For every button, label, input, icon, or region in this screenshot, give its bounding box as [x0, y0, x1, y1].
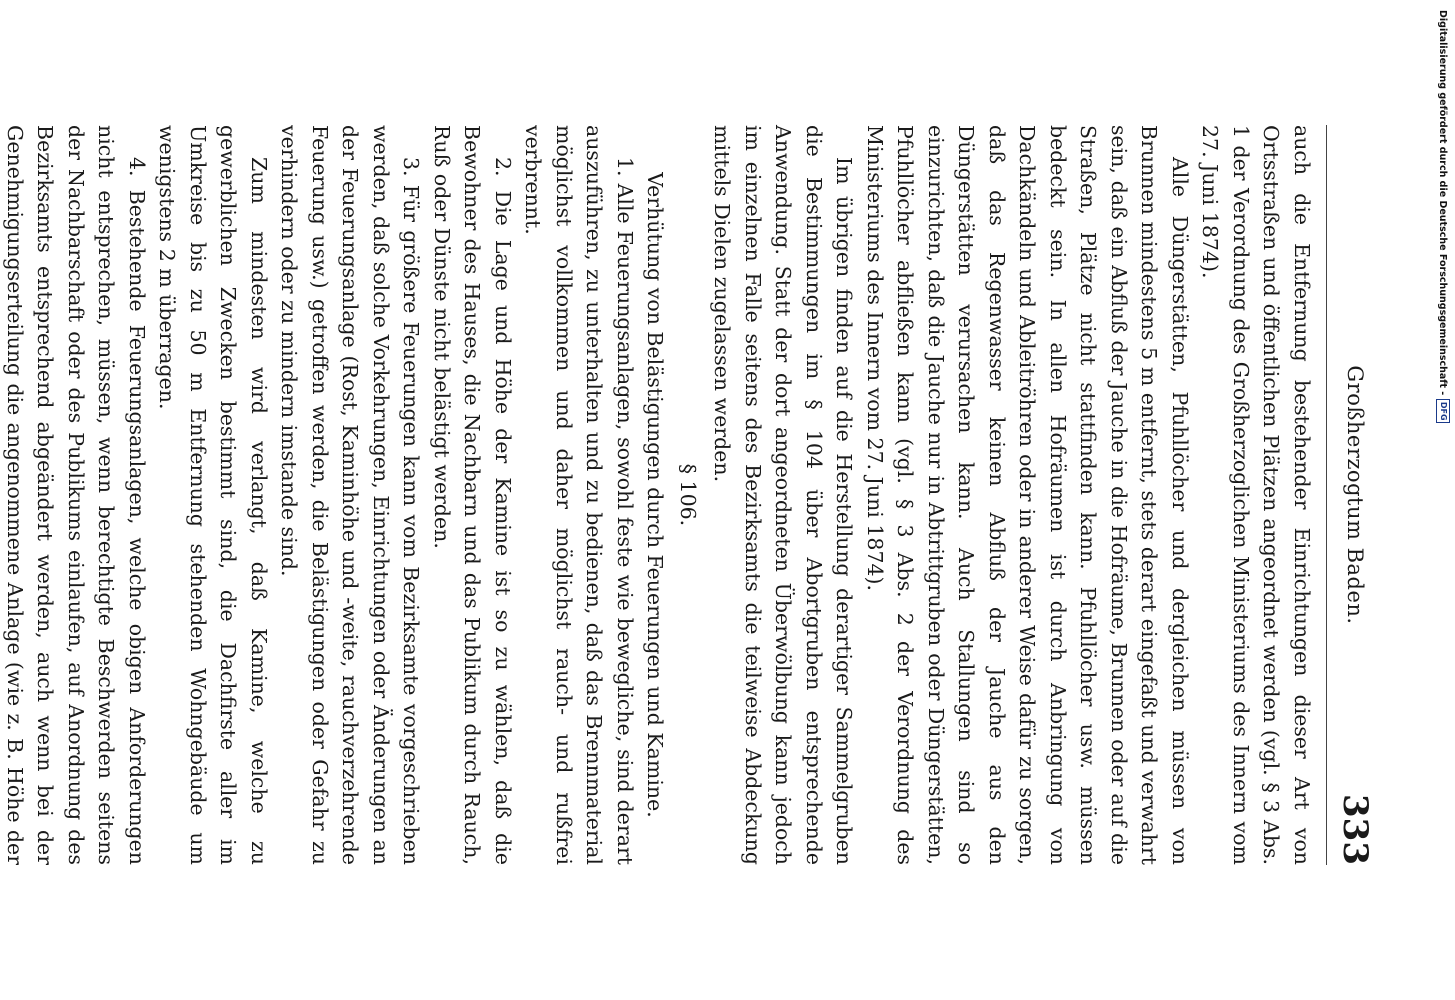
section-heading-106: Verhütung von Belästigungen durch Feuerungen und Kamine.	[643, 172, 668, 818]
page-number: 333	[1335, 794, 1375, 865]
digitization-credit	[1436, 10, 1450, 423]
credit-text: Digitalisierung gefördert durch die Deutsche Forschungsgemeinschaft -	[1437, 10, 1449, 396]
paragraph: Zum mindesten wird verlangt, daß Kamine, welche zu gewerblichen Zwecken bestimmt sind, die Dachfirste aller im Umkreise bis zu 50 m Entfernung stehenden Wohngebäude um wenigstens 2 m überragen.	[155, 125, 271, 865]
list-item: 4. Bestehende Feuerungsanlagen, welche obigen Anforderungen nicht entsprechen, müssen, wenn berechtigte Beschwerden seitens der Nachbarschaft oder des Publikums einlaufen, auf Anordnung des Bezirksamts entsprechend abgeändert werden, auch wenn bei der Genehmigungserteilung die angenommene Anlage (wie z. B. Höhe der	[3, 125, 149, 865]
running-title: Großherzogtum Baden.	[1343, 365, 1367, 625]
paragraph: Alle Düngerstätten, Pfuhllöcher und dergleichen müssen von Brunnen mindestens 5 m entfernt, stets derart eingefaßt und verwahrt sein, daß ein Abfluß der Jauche in die Hofräume, Brunnen oder auf die Straßen, Plätze nicht stattfinden kann. Pfuhllöcher usw. müssen bedeckt sein. In allen Hofräumen ist durch Anbringung von Dachkändeln und Ableitröhren oder in anderer Weise dafür zu sorgen, daß das Regenwasser keinen Abfluß der Jauche aus den Düngerstätten verursachen kann. Auch Stallungen sind so einzurichten, daß die Jauche nur in Abtrittgruben oder Düngerstätten, Pfuhllöcher abfließen kann (vgl. § 3 Abs. 2 der Verordnung des Ministeriums des Innern vom 27. Juni 1874).	[863, 125, 1192, 865]
paragraph: Im übrigen finden auf die Herstellung derartiger Sammelgruben die Bestimmungen im § 104 über Abortgruben entsprechende Anwendung. Statt der dort angeordneten Überwölbung kann jedoch im einzelnen Falle seitens des Bezirksamts die teilweise Abdeckung mittels Dielen zugelassen werden.	[710, 125, 857, 865]
page-body	[0, 125, 1317, 865]
document-page	[3, 125, 1375, 865]
list-item: 3. Für größere Feuerungen kann vom Bezirksamte vorgeschrieben werden, daß solche Vorkehrungen, Einrichtungen oder Änderungen an der Feuerungsanlage (Rost, Kaminhöhe und -weite, rauchverzehrende Feuerung usw.) getroffen werden, die Belästigungen oder Gefahr zu verhindern oder zu mindern imstande sind.	[277, 125, 424, 865]
list-item: 2. Die Lage und Höhe der Kamine ist so zu wählen, daß die Bewohner des Hauses, die Nachbarn und das Publikum durch Rauch, Ruß oder Dünste nicht belästigt werden.	[430, 125, 515, 865]
section-number-106: § 106.	[676, 463, 700, 527]
header-rule	[1326, 125, 1327, 865]
page-header	[1335, 125, 1375, 865]
list-item: 1. Alle Feuerungsanlagen, sowohl feste wie bewegliche, sind derart auszuführen, zu unterhalten und zu bedienen, daß das Brennmaterial möglichst vollkommen und daher möglichst rauch- und rußfrei verbrennt.	[521, 125, 637, 865]
paragraph: auch die Entfernung bestehender Einrichtungen dieser Art von Ortsstraßen und öffentlichen Plätzen angeordnet werden (vgl. § 3 Abs. 1 der Verordnung des Großherzoglichen Ministeriums des Innern vom 27. Juni 1874).	[1198, 125, 1314, 865]
dfg-logo: DFG	[1436, 399, 1450, 423]
